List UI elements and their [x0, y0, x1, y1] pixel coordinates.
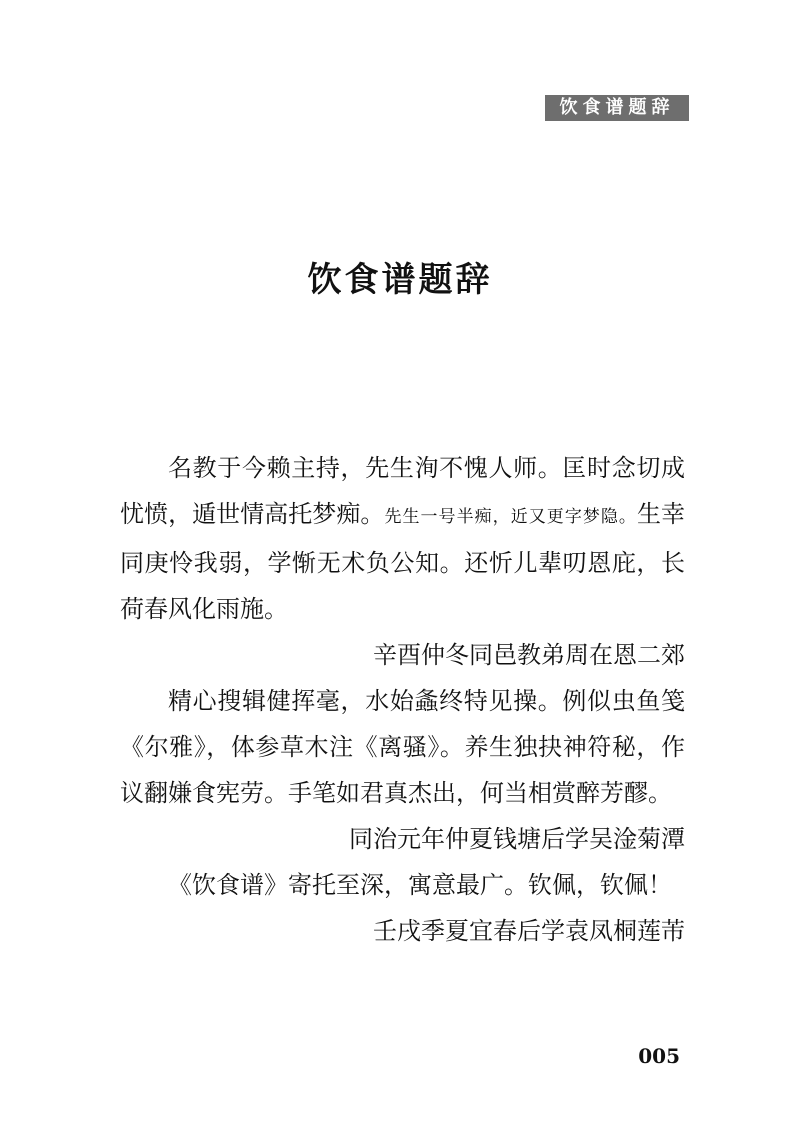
- inscription-1: [120, 445, 685, 632]
- page-number: 005: [638, 1044, 680, 1068]
- inscription-1-signature: 辛酉仲冬同邑教弟周在恩二郊: [373, 641, 685, 669]
- inscription-3: 《饮食谱》寄托至深，寓意最广。钦佩，钦佩！: [168, 871, 672, 899]
- inscription-2: 精心搜辑健挥毫，水始螽终特见操。例似虫鱼笺《尔雅》，体参草木注《离骚》。养生独抉神符秘，作议翻嫌食宪劳。手笔如君真杰出，何当相赏醉芳醪。: [120, 687, 685, 807]
- body-text: [120, 445, 685, 954]
- inscription-1-note: 先生一号半痴，近又更字梦隐。: [384, 507, 637, 527]
- inscription-1-text-after: 生幸同庚怜我弱，学惭无术负公知。还忻儿辈叨恩庇，长荷春风化雨施。: [120, 500, 686, 623]
- inscription-1-text: 名教于今赖主持，先生洵不愧人师。匡时念切成忧愤，遁世情高托梦痴。: [120, 454, 685, 528]
- running-header: 饮食谱题辞: [545, 95, 689, 121]
- inscription-3-signature: 壬戌季夏宜春后学袁凤桐莲芾: [373, 917, 685, 945]
- page-title: 饮食谱题辞: [307, 260, 493, 300]
- inscription-2-signature: 同治元年仲夏钱塘后学吴淦菊潭: [349, 825, 685, 853]
